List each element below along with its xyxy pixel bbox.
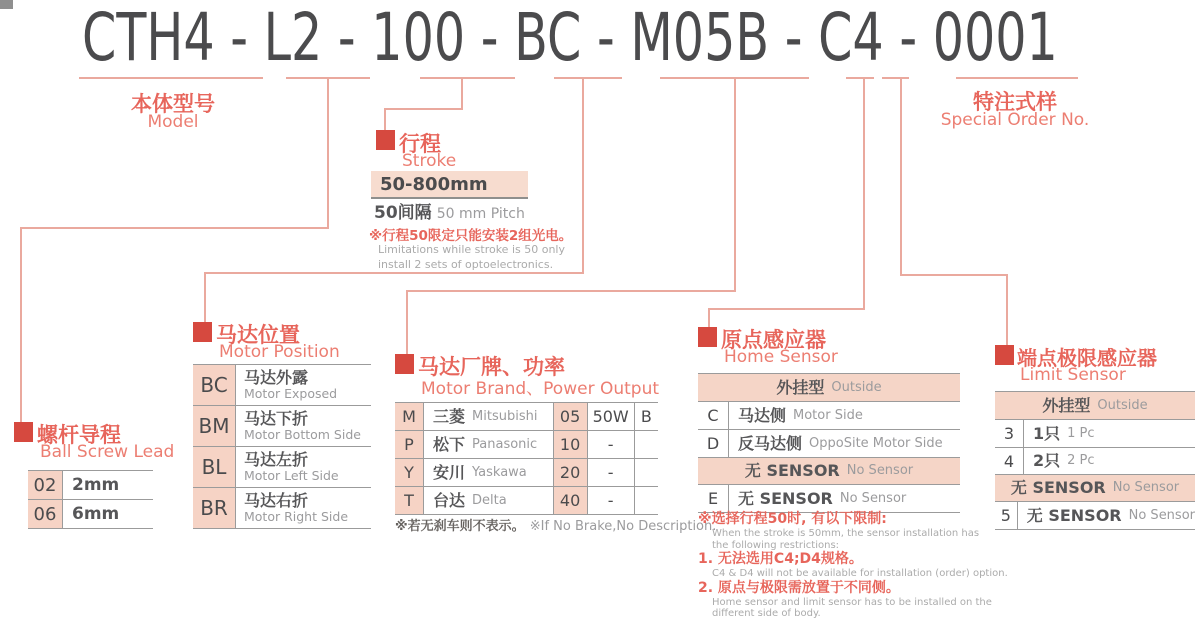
value-cell (63, 500, 119, 528)
stroke-pitch-zh: 50间隔 (374, 203, 432, 223)
table-row (28, 470, 153, 499)
motor-position-section-marker (193, 322, 212, 342)
connector-hsensor-h (708, 308, 865, 310)
motor-position-title-zh: 马达位置 (216, 323, 300, 347)
value-cell (63, 471, 119, 499)
table-header-no-sensor (698, 457, 960, 484)
code-cell: M (395, 403, 424, 430)
brand-en: Yaskawa (472, 464, 527, 480)
note-item2-en1: Home sensor and limit sensor has to be installed on the (712, 596, 992, 608)
motor-position-table (193, 364, 371, 529)
home-sensor-table (698, 373, 960, 513)
label-cell (1024, 448, 1095, 474)
home-sensor-title-en: Home Sensor (724, 347, 838, 367)
body-model-label-zh: 本体型号 (131, 92, 215, 116)
code-cell: BR (193, 488, 236, 528)
power-code-cell: 20 (554, 459, 588, 486)
connector-stroke-v1 (461, 78, 463, 109)
model-number-title: CTH4 - L2 - 100 - BC - M05B - C4 - 0001 (82, 0, 1058, 76)
connector-hsensor-v2 (708, 308, 710, 328)
note-item1-en: C4 & D4 will not be available for installation (order) option. (712, 568, 1008, 579)
motor-brand-section-marker (395, 354, 414, 374)
stroke-section-marker (376, 130, 395, 150)
code-cell: 02 (28, 471, 63, 499)
note-item2-en2: different side of body. (712, 608, 821, 619)
label-zh: 1只 (1033, 423, 1061, 443)
header-zh: 无 SENSOR (744, 461, 840, 480)
label-en: Motor Exposed (244, 386, 338, 401)
label-cell (236, 447, 339, 487)
brand-cell (424, 431, 554, 458)
label-zh: 反马达侧 (738, 433, 803, 453)
stroke-note-en1: Limitations while stroke is 50 only (378, 243, 565, 256)
special-order-label-zh: 特注式样 (973, 90, 1057, 114)
label-zh: 马达外露 (244, 368, 309, 387)
table-row (193, 446, 371, 487)
connector-mbrand-v1 (734, 78, 736, 291)
connector-lsensor-v2 (1006, 274, 1008, 346)
brand-en: Panasonic (472, 436, 538, 452)
code-cell: P (395, 431, 424, 458)
note-title-en2: the following restrictions: (712, 539, 840, 551)
home-sensor-title-zh: 原点感应器 (721, 328, 826, 352)
value-text: 2mm (72, 475, 120, 495)
home-sensor-notes (698, 511, 1008, 620)
table-row (395, 458, 658, 486)
label-zh: 无 SENSOR (738, 488, 833, 508)
note-title-en1: When the stroke is 50mm, the sensor installation has (712, 528, 980, 539)
label-cell (729, 430, 943, 457)
corner-artifact (0, 0, 13, 9)
underline-stroke (420, 77, 515, 79)
label-en: 2 Pc (1067, 453, 1095, 468)
stroke-title-zh: 行程 (399, 132, 441, 156)
stroke-note-en2: install 2 sets of optoelectronics. (378, 258, 554, 271)
brand-cell (424, 487, 554, 514)
table-row (995, 419, 1195, 447)
label-zh: 2只 (1033, 451, 1061, 470)
stroke-title-en: Stroke (402, 151, 457, 171)
note-item2-zh: 2. 原点与极限需放置于不同侧。 (698, 579, 900, 596)
limit-sensor-title-en: Limit Sensor (1020, 365, 1126, 385)
table-row (395, 486, 658, 514)
table-row (193, 487, 371, 528)
ball-screw-title-en: Ball Screw Lead (40, 442, 175, 462)
connector-stroke-v2 (384, 108, 386, 132)
special-order-label-en: Special Order No. (940, 110, 1090, 130)
header-zh: 外挂型 (776, 377, 825, 397)
motor-brand-note-en: ※If No Brake,No Description. (529, 519, 717, 534)
connector-hsensor-v1 (863, 78, 865, 309)
label-cell (1018, 502, 1195, 529)
motor-brand-note (395, 515, 716, 534)
label-cell (729, 402, 863, 429)
connector-l2-h (20, 227, 329, 229)
code-cell: Y (395, 459, 424, 486)
brand-zh: 三菱 (433, 406, 466, 426)
table-row (193, 364, 371, 405)
label-en: Motor Bottom Side (244, 427, 361, 442)
label-zh: 马达下折 (244, 409, 309, 428)
brand-zh: 安川 (433, 462, 466, 482)
ball-screw-section-marker (14, 422, 33, 442)
label-en: Motor Right Side (244, 509, 349, 524)
motor-brand-table (395, 402, 658, 515)
connector-mpos-h (204, 272, 584, 274)
stroke-range-box: 50-800mm (371, 171, 528, 199)
code-cell: BL (193, 447, 236, 487)
table-row (395, 430, 658, 458)
ball-screw-title-zh: 螺杆导程 (37, 423, 121, 447)
code-cell: 5 (995, 502, 1018, 529)
table-header-outside (698, 373, 960, 401)
code-cell: T (395, 487, 424, 514)
table-row (193, 405, 371, 446)
connector-mbrand-h (406, 290, 736, 292)
label-en: No Sensor (839, 490, 907, 506)
table-header-no-sensor (995, 474, 1195, 501)
connector-lsensor-v1 (900, 78, 902, 275)
underline-body-model (79, 77, 263, 79)
label-en: OppoSite Motor Side (809, 435, 943, 451)
code-cell: 3 (995, 420, 1024, 447)
code-cell: BM (193, 406, 236, 446)
connector-mbrand-v2 (406, 290, 408, 354)
limit-sensor-table (995, 391, 1195, 530)
ball-screw-table (28, 470, 153, 529)
label-zh: 马达侧 (738, 405, 787, 425)
underline-home-sensor (846, 77, 874, 79)
watt-cell: - (588, 431, 635, 458)
table-row (28, 499, 153, 528)
table-row (995, 447, 1195, 474)
label-cell (729, 485, 906, 512)
connector-mpos-v2 (204, 272, 206, 324)
motor-brand-title-en: Motor Brand、Power Output (421, 379, 660, 399)
brand-en: Mitsubishi (472, 408, 538, 424)
label-zh: 马达右折 (244, 491, 309, 510)
label-en: Motor Left Side (244, 468, 339, 483)
home-sensor-section-marker (698, 327, 717, 347)
label-en: Motor Side (793, 407, 863, 423)
table-header-outside (995, 391, 1195, 419)
label-zh: 马达左折 (244, 450, 309, 469)
label-en: 1 Pc (1067, 425, 1095, 441)
code-cell: 4 (995, 448, 1024, 474)
header-en: Outside (1097, 397, 1148, 413)
code-cell: BC (193, 365, 236, 405)
watt-cell: - (588, 459, 635, 486)
code-cell: E (698, 485, 729, 512)
connector-mpos-v1 (582, 78, 584, 273)
table-row (698, 429, 960, 457)
limit-sensor-section-marker (995, 345, 1014, 365)
note-item1-zh: 1. 无法选用C4;D4规格。 (698, 551, 863, 567)
motor-brand-title-zh: 马达厂牌、功率 (418, 355, 565, 379)
label-cell (236, 488, 348, 528)
watt-cell: 50W (588, 403, 635, 430)
underline-special-order (956, 77, 1078, 79)
motor-position-title-en: Motor Position (219, 342, 340, 362)
label-en: No Sensor (1128, 507, 1195, 523)
brake-cell (635, 459, 658, 486)
table-row (698, 401, 960, 429)
limit-sensor-title-zh: 端点极限感应器 (1017, 346, 1157, 370)
label-cell (236, 406, 361, 446)
header-en: Outside (831, 379, 882, 395)
value-text: 6mm (72, 504, 120, 524)
stroke-pitch-line (374, 203, 525, 222)
brand-cell (424, 403, 554, 430)
connector-l2-v1 (327, 78, 329, 228)
label-cell (236, 365, 337, 405)
code-cell: D (698, 430, 729, 457)
brand-zh: 台达 (433, 490, 466, 510)
stroke-note-zh: ※行程50限定只能安装2组光电。 (369, 228, 573, 244)
power-code-cell: 40 (554, 487, 588, 514)
note-title-zh: ※选择行程50时, 有以下限制: (698, 511, 887, 527)
header-zh: 外挂型 (1042, 395, 1091, 415)
brake-cell (635, 487, 658, 514)
watt-cell: - (588, 487, 635, 514)
code-cell: C (698, 402, 729, 429)
body-model-label-en: Model (147, 112, 199, 132)
header-en: No Sensor (846, 463, 914, 478)
underline-limit-sensor (882, 77, 909, 79)
power-code-cell: 10 (554, 431, 588, 458)
stroke-pitch-en: 50 mm Pitch (436, 206, 525, 222)
underline-motor-position (554, 77, 622, 79)
motor-brand-note-zh: ※若无刹车则不表示。 (395, 519, 525, 534)
brand-zh: 松下 (433, 434, 466, 454)
brake-cell: B (640, 407, 652, 426)
code-cell: 06 (28, 500, 63, 528)
label-zh: 无 SENSOR (1026, 505, 1122, 525)
connector-lsensor-h (900, 274, 1008, 276)
connector-l2-v2 (20, 227, 22, 423)
table-row (698, 484, 960, 512)
brand-en: Delta (472, 492, 507, 508)
brake-cell (635, 431, 658, 458)
table-row (995, 501, 1195, 529)
header-en: No Sensor (1112, 480, 1180, 495)
brand-cell (424, 459, 554, 486)
header-zh: 无 SENSOR (1010, 478, 1106, 497)
power-code-cell: 05 (554, 403, 588, 430)
label-cell (1024, 420, 1095, 447)
connector-stroke-h (384, 108, 463, 110)
table-row (395, 402, 658, 430)
